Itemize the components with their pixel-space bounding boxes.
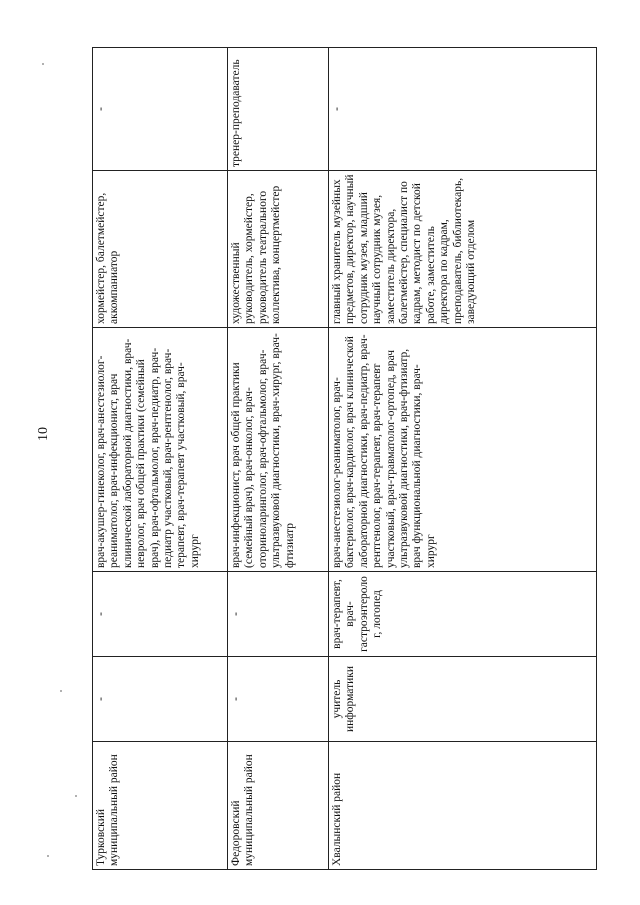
doctors-cell: врач-анестезиолог-реаниматолог, врач-бактериолог, врач-кардиолог, врач клинической лабораторной диагностики, врач-педиатр, врач-рентгенолог, врач-терапевт, врач-терапевт участковый, врач-травматолог-ортопед, врач ультразвуковой диагностики, врач-фтизиатр, врач функциональной диагностики, врач-хирург [329, 328, 597, 572]
page-number: 10 [36, 427, 51, 441]
region-cell: Федоровский муниципальный район [228, 742, 329, 870]
education-cell: учитель информатики [329, 657, 597, 742]
education-cell: - [228, 657, 329, 742]
scan-speck [47, 855, 49, 857]
region-cell: Турковский муниципальный район [93, 742, 228, 870]
culture-cell: художественный руководитель, хормейстер, руководитель театрального коллектива, концертмейстер [228, 171, 329, 328]
culture-cell: главный хранитель музейных предметов, директор, научный сотрудник музея, младший научный сотрудник музея, заместитель директора, балетмейстер, специалист по кадрам, методист по детской работе, заместитель директора по кадрам, преподаватель, библиотекарь, заведующий отделом [329, 171, 597, 328]
scan-speck [42, 63, 44, 65]
scan-speck [60, 690, 62, 692]
vacancies-table [92, 47, 597, 870]
sport-cell: тренер-преподаватель [228, 48, 329, 171]
doctors-cell: врач-инфекционист, врач общей практики (семейный врач), врач-онколог, врач-оториноларинголог, врач-офтальмолог, врач-ультразвуковой диагностики, врач-хирург, врач-фтизиатр [228, 328, 329, 572]
doctors-cell: врач-акушер-гинеколог, врач-анестезиолог-реаниматолог, врач-инфекционист, врач клинической лабораторной диагностики, врач-невролог, врач общей практики (семейный врач), врач-офтальмолог, врач-педиатр, врач-педиатр участковый, врач-рентгенолог, врач-терапевт, врач-терапевт участковый, врач-хирург [93, 328, 228, 572]
social-cell: - [93, 572, 228, 657]
sport-cell: - [93, 48, 228, 171]
social-cell: - [228, 572, 329, 657]
table-row [329, 48, 597, 870]
culture-cell: хормейстер, балетмейстер, аккомпаниатор [93, 171, 228, 328]
sport-cell: - [329, 48, 597, 171]
table-row [93, 48, 228, 870]
social-cell: врач-терапевт, врач-гастроэнтеролог, логопед [329, 572, 597, 657]
education-cell: - [93, 657, 228, 742]
scan-speck [75, 795, 77, 797]
rotated-table-wrapper [92, 48, 596, 870]
table-row [228, 48, 329, 870]
region-cell: Хвалынский район [329, 742, 597, 870]
